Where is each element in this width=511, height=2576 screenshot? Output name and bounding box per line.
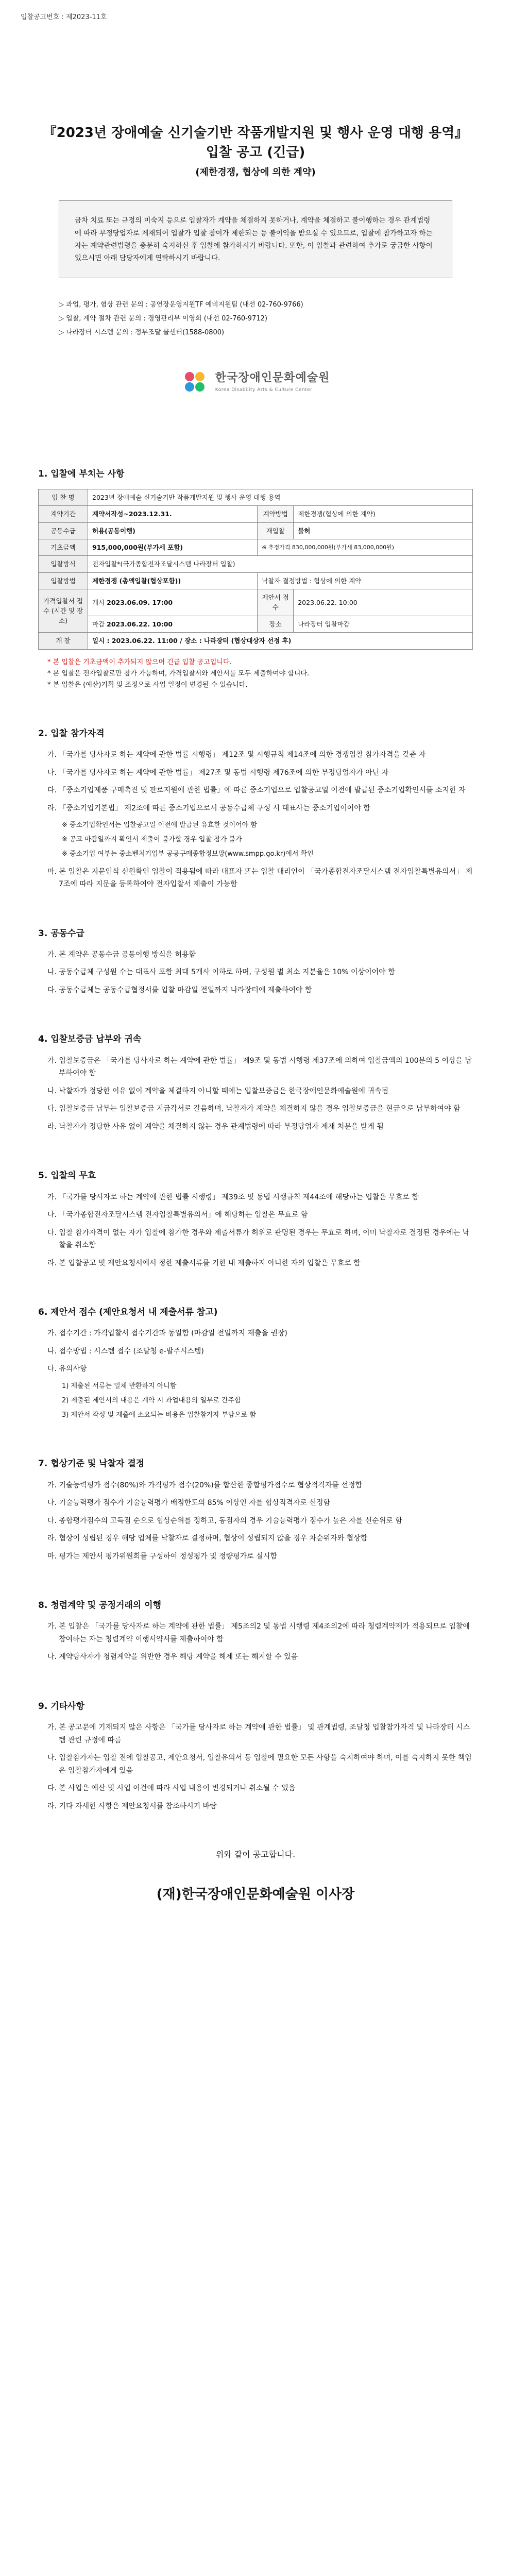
table-value	[88, 589, 258, 616]
table-label: 입찰방법	[39, 572, 88, 589]
table-label: 계약기간	[39, 506, 88, 522]
list-item: 가. 기술능력평가 점수(80%)와 가격평가 점수(20%)를 합산한 종합평가점수로 협상적격자를 선정함	[47, 1481, 362, 1489]
section-heading: 2. 입찰 참가자격	[38, 728, 105, 739]
table-note: ※ 추정가격 830,000,000원(부가세 83,000,000원)	[258, 539, 473, 555]
notice-title: 『2023년 장애예술 신기술기반 작품개발지원 및 행사 운영 대행 용역』입찰 공고 (긴급)	[43, 125, 468, 160]
list-item: 나. 공동수급체 구성원 수는 대표사 포함 최대 5개사 이하로 하며, 구성원 별 최소 지분율은 10% 이상이어야 함	[47, 968, 395, 977]
contact-item: ▷ 입찰, 계약 절차 관련 문의 : 경영관리부 이영희 (내선 02-760-9712)	[59, 315, 267, 323]
closing-statement: 위와 같이 공고합니다.	[215, 1850, 296, 1860]
section-heading: 9. 기타사항	[38, 1701, 84, 1711]
list-item: 라. 기타 자세한 사항은 제안요청서를 참조하시기 바람	[47, 1802, 217, 1810]
sub-list-item: ※ 공고 마감일까지 확인서 제출이 불가할 경우 입찰 참가 불가	[62, 836, 242, 844]
list-item: 가. 입찰보증금은 「국가를 당사자로 하는 계약에 관한 법률」 제9조 및 동법 시행령 제37조에 의하여 입찰금액의 100분의 5 이상을 납부하여야 함	[47, 1056, 472, 1078]
table-value: 전자입찰*(국가종합전자조달시스템 나라장터 입찰)	[88, 556, 473, 572]
contact-item: ▷ 나라장터 시스템 문의 : 정부조달 콜센터(1588-0800)	[59, 328, 225, 336]
list-item: 나. 기술능력평가 점수가 기술능력평가 배점한도의 85% 이상인 자를 협상적격자로 선정함	[47, 1499, 330, 1507]
table-label: 기초금액	[39, 539, 88, 555]
list-item: 다. 「중소기업제품 구매촉진 및 판로지원에 관한 법률」에 따른 중소기업으로 입찰공고일 이전에 발급된 중소기업확인서를 소지한 자	[47, 786, 466, 795]
list-item: 나. 접수방법 : 시스템 접수 (조달청 e-발주시스템)	[47, 1347, 204, 1355]
list-item: 라. 낙찰자가 정당한 사유 없이 계약을 체결하지 않는 경우 관계법령에 따라 부정당업자 제재 처분을 받게 됨	[47, 1122, 384, 1131]
list-item: 가. 「국가를 당사자로 하는 계약에 관한 법률 시행령」 제12조 및 시행규칙 제14조에 의한 경쟁입찰 참가자격을 갖춘 자	[47, 751, 426, 759]
list-item: 나. 입찰참가자는 입찰 전에 입찰공고, 제안요청서, 입찰유의서 등 입찰에 필요한 모든 사항을 숙지하여야 하며, 이를 숙지하지 못한 책임은 입찰참가자에게 있음	[47, 1754, 472, 1775]
notice-number: 입찰공고번호 : 제2023-11호	[21, 13, 107, 21]
list-item: 다. 입찰 참가자격이 없는 자가 입찰에 참가한 경우와 제출서류가 허위로 판명된 경우는 무효로 하며, 이미 낙찰자로 결정된 경우에는 낙찰을 취소함	[47, 1228, 470, 1250]
list-item: 나. 낙찰자가 정당한 이유 없이 계약을 체결하지 아니할 때에는 입찰보증금은 한국장애인문화예술원에 귀속됨	[47, 1087, 388, 1095]
schedule-key: 마감	[92, 620, 105, 628]
sub-list-item: 1) 제출된 서류는 일체 반환하지 아니함	[62, 1382, 177, 1390]
section-heading: 4. 입찰보증금 납부와 귀속	[38, 1034, 142, 1045]
notice-subtitle: (제한경쟁, 협상에 의한 계약)	[195, 167, 316, 178]
table-value: 허용(공동이행)	[88, 522, 258, 539]
list-item: 가. 「국가를 당사자로 하는 계약에 관한 법률 시행령」 제39조 및 동법 시행규칙 제44조에 해당하는 입찰은 무효로 함	[47, 1193, 419, 1201]
list-item: 가. 본 계약은 공동수급 공동이행 방식을 허용함	[47, 950, 196, 959]
table-label: 입찰방식	[39, 556, 88, 572]
table-label: 가격입찰서 접수 (시간 및 장소)	[39, 589, 88, 633]
contact-item: ▷ 과업, 평가, 협상 관련 문의 : 공연장운영지원TF 예비지원팀 (내선 02-760-9766)	[59, 301, 303, 309]
list-item: 라. 본 입찰공고 및 제안요청서에서 정한 제출서류를 기한 내 제출하지 아니한 자의 입찰은 무효로 함	[47, 1259, 361, 1267]
schedule-value: 2023.06.22. 10:00	[294, 589, 473, 616]
organization-logo	[38, 368, 473, 395]
table-label: 공동수급	[39, 522, 88, 539]
schedule-key: 제안서 접수	[258, 589, 294, 616]
schedule-value: 2023.06.09. 17:00	[107, 598, 173, 606]
table-label: 재입찰	[258, 522, 294, 539]
logo-emblem-icon	[181, 368, 208, 395]
logo-english-name: Korea Disability Arts & Culture Center	[215, 387, 313, 393]
footnote: * 본 입찰은 (예산)기획 및 조정으로 사업 일정이 변경될 수 있습니다.	[47, 681, 248, 689]
list-item: 가. 본 공고문에 기재되지 않은 사항은 「국가를 당사자로 하는 계약에 관한 법률」 및 관계법령, 조달청 입찰참가자격 및 나라장터 시스템 관련 규정에 따름	[47, 1723, 470, 1744]
list-item: 다. 입찰보증금 납부는 입찰보증금 지급각서로 갈음하며, 낙찰자가 계약을 체결하지 않을 경우 입찰보증금을 현금으로 납부하여야 함	[47, 1105, 461, 1113]
sub-list-item: 2) 제출된 제안서의 내용은 계약 시 과업내용의 일부로 간주함	[62, 1396, 241, 1404]
bid-info-table	[38, 489, 473, 650]
issuer-signature: (재)한국장애인문화예술원 이사장	[156, 1887, 355, 1902]
list-item: 마. 본 입찰은 지문인식 신원확인 입찰이 적용됨에 따라 대표자 또는 입찰 대리인이 「국가종합전자조달시스템 전자입찰특별유의서」 제7조에 따라 지문을 등록하여야 전자입찰서 제출이 가능함	[47, 867, 473, 889]
table-value: 일시 : 2023.06.22. 11:00 / 장소 : 나라장터 (협상대상자 선정 후)	[88, 633, 473, 649]
list-item: 라. 협상이 성립된 경우 해당 업체를 낙찰자로 결정하며, 협상이 성립되지 않을 경우 차순위자와 협상함	[47, 1534, 368, 1543]
table-value: 915,000,000원(부가세 포함)	[88, 539, 258, 555]
section-heading: 6. 제안서 접수 (제안요청서 내 제출서류 참고)	[38, 1307, 218, 1318]
table-label: 계약방법	[258, 506, 294, 522]
section-heading: 7. 협상기준 및 낙찰자 결정	[38, 1459, 145, 1469]
list-item: 가. 본 입찰은 「국가를 당사자로 하는 계약에 관한 법률」 제5조의2 및 동법 시행령 제4조의2에 따라 청렴계약제가 적용되므로 입찰에 참여하는 자는 청렴계약 이행서약서를 제출하여야 함	[47, 1622, 470, 1643]
table-label: 입 찰 명	[39, 489, 88, 505]
caution-box: 금차 치료 또는 규정의 미숙지 등으로 입찰자가 계약을 체결하지 못하거나, 계약을 체결하고 불이행하는 경우 관계법령에 따라 부정당업자로 제재되어 입찰가 입찰 참여가 제한되는 등 불이익을 받으실 수 있으므로, 입찰에 참가하고자 하는 자는 계약관련법령을 충분히 숙지하신 후 입찰에 참가하시기 바랍니다. 또한, 이 입찰과 관련하여 추가로 궁금한 사항이 있으시면 아래 담당자에게 연락하시기 바랍니다.	[59, 200, 452, 278]
section-heading: 8. 청렴계약 및 공정거래의 이행	[38, 1600, 162, 1611]
table-label: 개 찰	[39, 633, 88, 649]
sub-list-item: ※ 중소기업확인서는 입찰공고일 이전에 발급된 유효한 것이어야 함	[62, 821, 257, 829]
sub-list-item: 3) 제안서 작성 및 제출에 소요되는 비용은 입찰참가자 부담으로 함	[62, 1411, 257, 1419]
schedule-value: 나라장터 입찰마감	[294, 616, 473, 632]
logo-name: 한국장애인문화예술원	[215, 371, 330, 384]
footnote: * 본 입찰은 기초금액이 추가되지 않으며 긴급 입찰 공고입니다.	[47, 658, 232, 666]
table-value: 불허	[294, 522, 473, 539]
schedule-key: 개시	[92, 598, 105, 606]
table-value: 제한경쟁(협상에 의한 계약)	[294, 506, 473, 522]
list-item: 라. 「중소기업기본법」 제2조에 따른 중소기업으로서 공동수급체 구성 시 대표사는 중소기업이어야 함	[47, 804, 370, 812]
list-item: 나. 「국가종합전자조달시스템 전자입찰특별유의서」에 해당하는 입찰은 무효로 함	[47, 1211, 308, 1219]
table-value: 2023년 장애예술 신기술기반 작품개발지원 및 행사 운영 대행 용역	[88, 489, 473, 505]
section-heading: 5. 입찰의 무효	[38, 1171, 96, 1181]
schedule-value: 2023.06.22. 10:00	[107, 620, 173, 628]
table-footnotes	[47, 657, 473, 691]
list-item: 나. 계약당사자가 청렴계약을 위반한 경우 해당 계약을 해제 또는 해지할 수 있음	[47, 1653, 298, 1662]
list-item: 가. 접수기간 : 가격입찰서 접수기간과 동일함 (마감일 전일까지 제출을 권장)	[47, 1329, 287, 1338]
list-item: 다. 본 사업은 예산 및 사업 여건에 따라 사업 내용이 변경되거나 취소될 수 있음	[47, 1784, 296, 1793]
list-item: 다. 공동수급체는 공동수급협정서를 입찰 마감일 전일까지 나라장터에 제출하여야 함	[47, 986, 312, 994]
footnote: * 본 입찰은 전자입찰로만 참가 가능하며, 가격입찰서와 제안서를 모두 제출하여야 합니다.	[47, 669, 310, 677]
list-item: 다. 유의사항	[47, 1365, 87, 1374]
table-value	[88, 616, 258, 632]
sub-list-item: ※ 중소기업 여부는 중소벤처기업부 공공구매종합정보망(www.smpp.go.kr)에서 확인	[62, 850, 314, 858]
list-item: 나. 「국가를 당사자로 하는 계약에 관한 법률」 제27조 및 동법 시행령 제76조에 의한 부정당업자가 아닌 자	[47, 768, 389, 777]
table-value: 계약서작성~2023.12.31.	[88, 506, 258, 522]
table-value: 제한경쟁 (총액입찰(협상포함))	[88, 572, 258, 589]
list-item: 다. 종합평가점수의 고득점 순으로 협상순위를 정하고, 동점자의 경우 기술능력평가 점수가 높은 자를 선순위로 함	[47, 1516, 402, 1525]
schedule-key: 장소	[258, 616, 294, 632]
section-heading: 3. 공동수급	[38, 928, 84, 939]
contact-list	[59, 299, 452, 339]
section-heading: 1. 입찰에 부치는 사항	[38, 468, 125, 479]
list-item: 마. 평가는 제안서 평가위원회를 구성하여 정성평가 및 정량평가로 실시함	[47, 1552, 277, 1561]
table-note: 낙찰자 결정방법 : 협상에 의한 계약	[258, 572, 473, 589]
